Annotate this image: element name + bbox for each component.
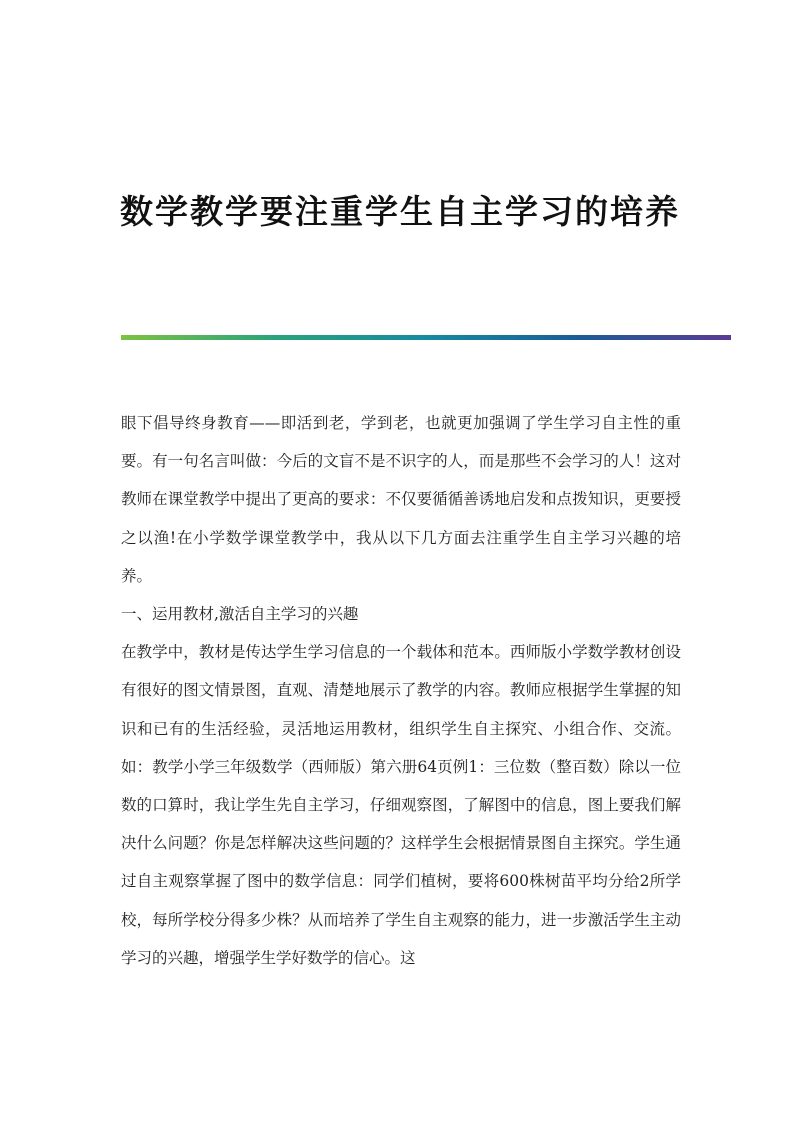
section-heading: 一、运用教材,激活自主学习的兴趣: [121, 605, 359, 624]
title-divider: [121, 335, 731, 340]
body-paragraph: 在教学中，教材是传达学生学习信息的一个载体和范本。西师版小学数学教材创设有很好的图文情景图，直观、清楚地展示了教学的内容。教师应根据学生掌握的知识和已有的生活经验，灵活地运用教材，组织学生自主探究、小组合作、交流。如：教学小学三年级数学（西师版）第六册64页例1：三位数（整百数）除以一位数的口算时，我让学生先自主学习，仔细观察图，了解图中的信息，图上要我们解决什么问题？你是怎样解决这些问题的？这样学生会根据情景图自主探究。学生通过自主观察掌握了图中的数学信息：同学们植树，要将600株树苗平均分给2所学校，每所学校分得多少株？从而培养了学生自主观察的能力，进一步激活学生主动学习的兴趣，增强学生学好数学的信心。这: [121, 643, 681, 967]
intro-paragraph: 眼下倡导终身教育——即活到老，学到老，也就更加强调了学生学习自主性的重要。有一句名言叫做：今后的文盲不是不识字的人，而是那些不会学习的人！这对教师在课堂教学中提出了更高的要求：不仅要循循善诱地启发和点拨知识，更要授之以渔!在小学数学课堂教学中，我从以下几方面去注重学生自主学习兴趣的培养。: [121, 414, 681, 585]
document-body: [121, 404, 681, 977]
document-title: 数学教学要注重学生自主学习的培养: [120, 192, 680, 231]
